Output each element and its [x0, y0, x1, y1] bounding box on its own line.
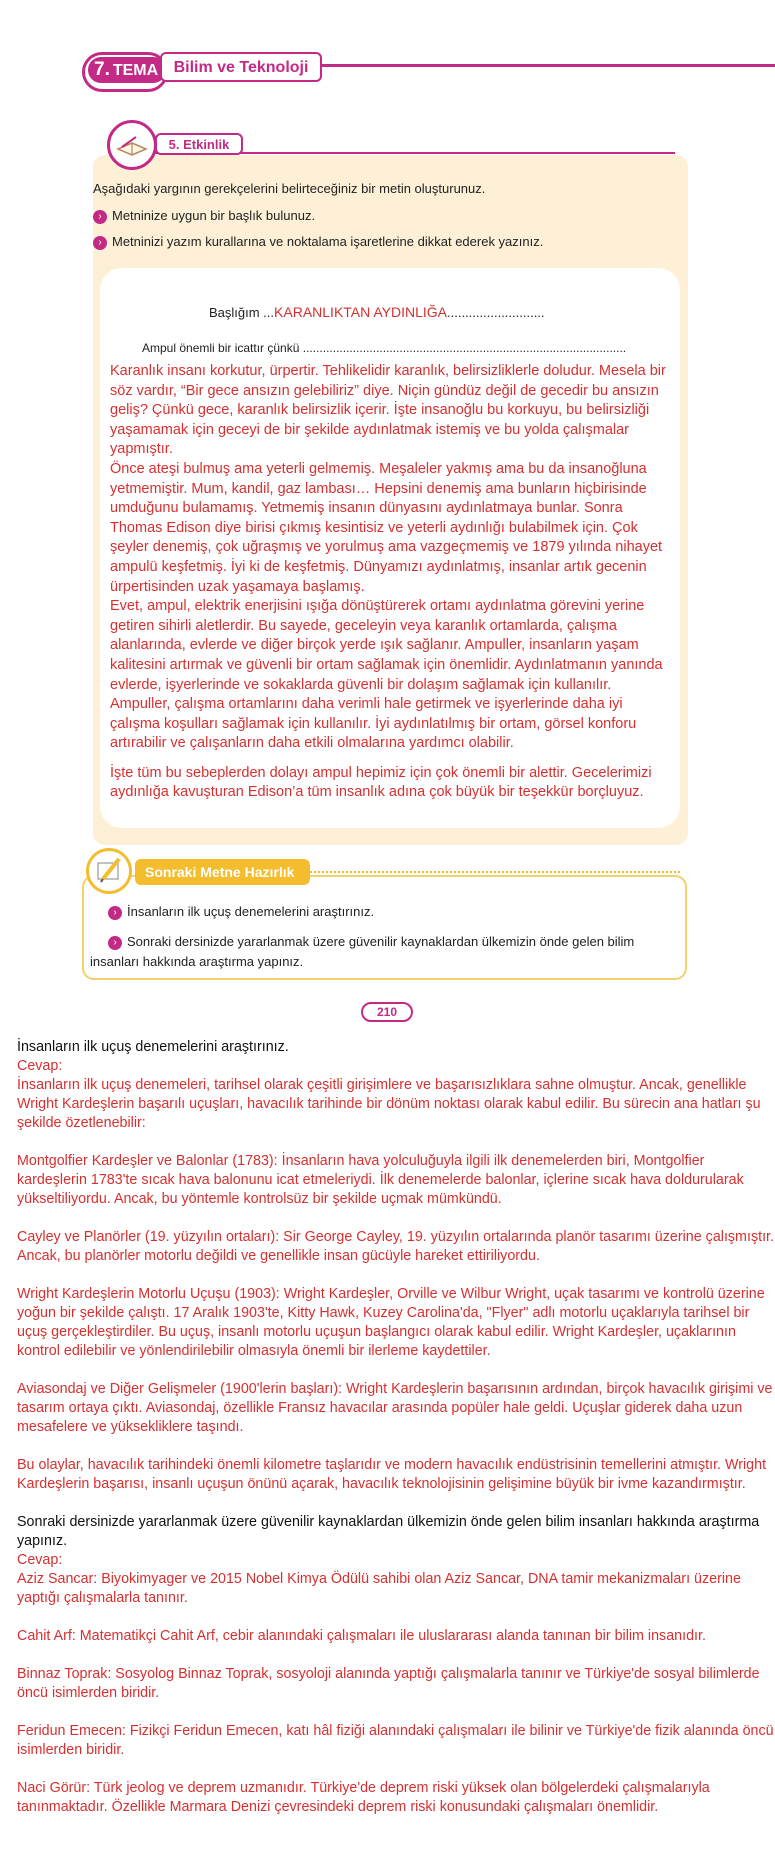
- tema-badge: [88, 57, 166, 83]
- chevron-right-icon: ›: [93, 236, 107, 250]
- book-icon: [107, 120, 157, 170]
- prep-item-2: [90, 932, 680, 972]
- answer-label: Cevap:: [17, 1552, 63, 1568]
- scientist-entry: Cahit Arf: Matematikçi Cahit Arf, cebir alanındaki çalışmaları ile uluslararası alanda tanınan bir bilim insanıdır.: [17, 1628, 706, 1644]
- title-line: [209, 304, 609, 320]
- chevron-right-icon: ›: [108, 936, 122, 950]
- title-suffix: ...........................: [447, 305, 545, 320]
- chevron-right-icon: ›: [93, 210, 107, 224]
- activity-bullet-2-text: Metninizi yazım kurallarına ve noktalama işaretlerine dikkat ederek yazınız.: [112, 234, 544, 249]
- prep-item-1-text: İnsanların ilk uçuş denemelerini araştırınız.: [127, 904, 375, 919]
- essay-body: [110, 362, 670, 803]
- essay-prompt: Ampul önemli bir icattır çünkü .................................................................................................: [142, 341, 627, 355]
- tema-title: Bilim ve Teknoloji: [160, 52, 322, 82]
- answer-paragraph: Bu olaylar, havacılık tarihindeki önemli kilometre taşlarıdır ve modern havacılık endüstrisinin temellerini atmıştır. Wright Kardeşlerin başarısı, insanlı uçuşun önünü açarak, havacılık teknolojisinin gelişimine büyük bir ivme kazandırmıştır.: [17, 1457, 767, 1492]
- answer-paragraph: Aviasondaj ve Diğer Gelişmeler (1900'lerin başları): Wright Kardeşlerin başarısının ardından, birçok havacılık girişimi ve tasarım ortaya çıktı. Aviasondaj, özellikle Fransız havacılar arasında popüler hale geldi. Uçuşlar giderek daha uzun mesafelere ve yüksekliklere taşındı.: [17, 1381, 773, 1435]
- answer-paragraph: Wright Kardeşlerin Motorlu Uçuşu (1903): Wright Kardeşler, Orville ve Wilbur Wright, uçak tasarımı ve kontrolü üzerine yoğun bir şekilde çalıştı. 17 Aralık 1903'te, Kitty Hawk, Kuzey Carolina'da, "Flyer" adlı motorlu uçaklarıyla tarihsel bir uçuş gerçekleştirdiler. Bu uçuş, insanlı motorlu uçuşun başlangıcı olarak kabul edilir. Wright Kardeşler, uçaklarının kontrol edilebilir ve yönlendirilebilir olmasıyla önemli bir ilerleme kaydettiler.: [17, 1286, 765, 1359]
- pencil-icon: [86, 848, 132, 894]
- answer-paragraph: Cayley ve Planörler (19. yüzyılın ortaları): Sir George Cayley, 19. yüzyılın ortalarında planör tasarımı üzerine çalışmıştır. Ancak, bu planörler motorlu değildi ve genellikle insan gücüyle hareket ettiriliyordu.: [17, 1229, 774, 1264]
- answer-label: Cevap:: [17, 1058, 63, 1074]
- prep-rule: [310, 871, 680, 873]
- essay-paragraph: Önce ateşi bulmuş ama yeterli gelmemiş. Meşaleler yakmış ama bu da insanoğluna yetmemiştir. Mum, kandil, gaz lambası… Hepsini denemiş ama bunların hiçbirisinde umduğunu bulamamış. Yetmemiş insanın dünyasını aydınlatmaya bunlar. Sonra Thomas Edison diye birisi çıkmış kesintisiz ve yeterli aydınlığı bulabilmek için. Çok şeyler denemiş, çok uğraşmış ve yorulmuş ama vazgeçmemiş ve 1879 yılında nihayet ampulü keşfetmiş. İyi ki de keşfetmiş. Dünyamızı aydınlatmış, insanlar artık gecenin ürpertisinden uzak yaşamaya başlamış.: [110, 460, 663, 595]
- scientist-entry: Binnaz Toprak: Sosyolog Binnaz Toprak, sosyoloji alanında yaptığı çalışmalarla tanınır ve Türkiye'de sosyal bilimlerde öncü isimlerden biridir.: [17, 1666, 760, 1701]
- prep-item-2-text: Sonraki dersinizde yararlanmak üzere güvenilir kaynaklardan ülkemizin önde gelen bilim insanları hakkında araştırma yapınız.: [90, 934, 635, 969]
- scientist-entry: Feridun Emecen: Fizikçi Feridun Emecen, katı hâl fiziği alanındaki çalışmaları ile bilinir ve Türkiye'de fizik alanında öncü isimlerden biridir.: [17, 1723, 774, 1758]
- title-answer: KARANLIKTAN AYDINLIĞA: [274, 304, 448, 320]
- scientist-entry: Naci Görür: Türk jeolog ve deprem uzmanıdır. Türkiye'de deprem riski yüksek olan bölgelerdeki çalışmalarıyla tanınmaktadır. Özellikle Marmara Denizi çevresindeki deprem riski konusundaki çalışmaları önemlidir.: [17, 1780, 710, 1815]
- title-prefix: Başlığım ...: [209, 305, 275, 320]
- answer-paragraph: İnsanların ilk uçuş denemeleri, tarihsel olarak çeşitli girişimlere ve başarısızlıklara sahne olmuştur. Ancak, genellikle Wright Kardeşlerin başarılı uçuşları, havacılık tarihinde bir dönüm noktası olarak kabul edilir. Bu sürecin ana hatları şu şekilde özetlenebilir:: [17, 1077, 761, 1131]
- answer-paragraph: Montgolfier Kardeşler ve Balonlar (1783): İnsanların hava yolculuğuyla ilgili ilk denemelerden biri, Montgolfier kardeşlerin 1783'te sıcak hava balonunu icat etmeleriydi. İlk denemelerde balonlar, içlerine sıcak hava doldurularak yükseltiliyordu. Ancak, bu yöntemle kontrolsüz bir şekilde uçmak mümkündü.: [17, 1153, 744, 1207]
- essay-paragraph: Karanlık insanı korkutur, ürpertir. Tehlikelidir karanlık, belirsizliklerle doludur. Mesela bir söz vardır, “Bir gece ansızın gelebiliriz” diye. Niçin gündüz değil de gecedir bu ansızın geliş? Çünkü gece, karanlık belirsizlik içerir. İşte insanoğlu bu korkuyu, bu belirsizliği yaşamamak için geceyi de bir şekilde aydınlatmak istemiş ve bu yolda çalışmalar yapmıştır.: [110, 363, 666, 458]
- prep-item-1: [108, 904, 678, 920]
- question-2: Sonraki dersinizde yararlanmak üzere güvenilir kaynaklardan ülkemizin önde gelen bilim insanları hakkında araştırma yapınız.: [17, 1514, 760, 1549]
- prep-title: Sonraki Metne Hazırlık: [135, 859, 310, 885]
- tema-number: 7.: [94, 59, 110, 80]
- tema-word: TEMA: [112, 62, 159, 79]
- activity-bullet-1: [93, 208, 693, 224]
- chevron-right-icon: ›: [108, 906, 122, 920]
- answers-section: [17, 1038, 775, 1817]
- page-number: 210: [361, 1002, 413, 1022]
- activity-instruction: Aşağıdaki yargının gerekçelerini belirteceğiniz bir metin oluşturunuz.: [93, 181, 486, 196]
- scientist-entry: Aziz Sancar: Biyokimyager ve 2015 Nobel Kimya Ödülü sahibi olan Aziz Sancar, DNA tamir mekanizmaları üzerine yaptığı çalışmalarla tanınır.: [17, 1571, 741, 1606]
- essay-paragraph: Evet, ampul, elektrik enerjisini ışığa dönüştürerek ortamı aydınlatma görevini yerine getiren sihirli aletlerdir. Bu sayede, geceleyin veya karanlık ortamlarda, çalışma alanlarında, evlerde ve diğer birçok yerde ışık sağlanır. Ampuller, insanların yaşam kalitesini artırmak ve güvenli bir ortam sağlamak için önemlidir. Aydınlatmanın yanında evlerde, işyerlerinde ve sokaklarda güvenli bir dolaşım sağlamak için kullanılır. Ampuller, çalışma ortamlarını daha verimli hale getirmek ve işyerlerinde daha iyi çalışma koşulları sağlamak için kullanılır. İyi aydınlatılmış bir ortam, görsel konforu artırabilir ve çalışanların daha etkili olmalarına yardımcı olabilir.: [110, 598, 663, 752]
- essay-paragraph: İşte tüm bu sebeplerden dolayı ampul hepimiz için çok önemli bir alettir. Gecelerimizi aydınlığa kavuşturan Edison’a tüm insanlık adına çok büyük bir teşekkür borçluyuz.: [110, 764, 652, 801]
- activity-bullet-2: [93, 234, 693, 250]
- activity-label: 5. Etkinlik: [155, 133, 243, 155]
- question-1: İnsanların ilk uçuş denemelerini araştırınız.: [17, 1039, 289, 1055]
- activity-bullet-1-text: Metninize uygun bir başlık bulunuz.: [112, 208, 316, 223]
